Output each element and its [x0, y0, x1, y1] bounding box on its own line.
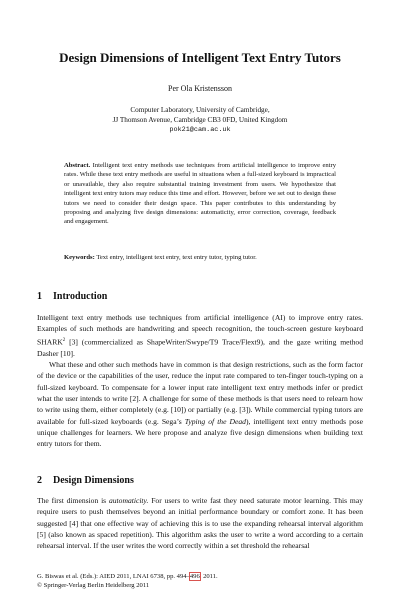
section-1-paragraph-2 [37, 359, 363, 450]
affiliation-line-2: JJ Thomson Avenue, Cambridge CB3 0FD, United Kingdom [112, 116, 288, 124]
affiliation-line-1: Computer Laboratory, University of Cambridge, [130, 106, 270, 114]
section-1-paragraph-1 [37, 312, 363, 359]
abstract-text: Intelligent text entry methods use techniques from artificial intelligence to improve entry rates. While these text entry methods are useful in situations when a full-sized keyboard is impractical or unavailable, they also require substantial training investment from users. We hypothesize that intelligent text entry tutors may reduce this time and effort. However, before we set out to design these tutors we need to consider their design space. This paper contributes to this understanding by proposing and analyzing five design dimensions: automaticity, error correction, coverage, feedback and engagement. [64, 162, 336, 226]
section-2-title: Design Dimensions [53, 475, 134, 486]
copyright-line: © Springer-Verlag Berlin Heidelberg 2011 [37, 582, 150, 589]
section-2-paragraph-1 [37, 495, 363, 552]
text-run-ai: AI [274, 313, 283, 322]
affiliation-block [20, 105, 380, 135]
abstract [64, 161, 336, 227]
citation-text: , 2011. [199, 573, 218, 580]
abstract-label: Abstract. [64, 162, 91, 169]
keywords [64, 253, 336, 262]
keywords-label: Keywords: [64, 254, 95, 261]
section-1-heading [37, 290, 107, 303]
page-number-link[interactable]: 496 [189, 573, 200, 580]
text-run: What these and other such methods have in common is that design restrictions, such as the form factor of the device or the capabilities of the user, reduce the input rate compared to ten-finger touch-typing on a full-sized keyboard. To compensate for a lower input rate intelligent text entry methods infer or predict what the user intends to write [2]. A challenge for some of these methods is that users need to relearn how to write using them, either completely (e.g. [10]) or partially (e.g. [3]). While commercial typing tutors are available for full-sized keyboards (e.g. Sega’s [37, 359, 363, 426]
text-run-italic: Typing of the Dead [184, 416, 246, 426]
citation-text: G. Biswas et al. (Eds.): AIED 2011, LNAI 6738, pp. 494– [37, 573, 190, 580]
text-run: ), intelligent text entry methods pose unique challenges for learners. We here propose and analyze five design dimensions when building text entry tutors for them. [37, 416, 364, 449]
text-run: [3] (commercialized as ShapeWriter/Swype/T9 Trace/Flext9), and the gaze writing method Dasher [10]. [37, 337, 363, 358]
keywords-text: Text entry, intelligent text entry, text entry tutor, typing tutor. [96, 254, 257, 261]
copyright-footer [37, 572, 367, 590]
author-name: Per Ola Kristensson [168, 84, 232, 93]
section-1-title: Introduction [53, 291, 108, 302]
text-run-italic: automaticity. [108, 496, 149, 505]
section-2-heading [37, 474, 134, 487]
author-email[interactable]: pok21@cam.ac.uk [169, 126, 231, 134]
text-run: Intelligent text entry methods use techniques from artificial intelligence ( [37, 313, 275, 322]
section-2-body [37, 495, 363, 552]
section-1-number: 1 [37, 291, 42, 302]
citation-line [37, 572, 367, 581]
text-run: For users to write fast they need saturate motor learning. This may require users to push themselves beyond an initial performance boundary or comfort zone. It has been suggested [4] that one effective way of achieving this is to use the expanding rehearsal interval algorithm [5] (also known as spaced repetition). This algorithm asks the user to write a word according to a certain rehearsal interval. If the user writes the word correctly within a set threshold the rehearsal [37, 496, 363, 551]
text-run: ) to improve entry rates. Examples of such methods are handwriting and speech recognition, the touch-screen gesture keyboard [37, 313, 364, 334]
section-2-number: 2 [37, 475, 42, 486]
superscript: 2 [62, 337, 66, 343]
section-1-body [37, 312, 363, 450]
paper-title: Design Dimensions of Intelligent Text Entry Tutors [59, 50, 341, 65]
text-run: The first dimension is [37, 496, 109, 505]
text-run-shark: SHARK [37, 337, 63, 347]
